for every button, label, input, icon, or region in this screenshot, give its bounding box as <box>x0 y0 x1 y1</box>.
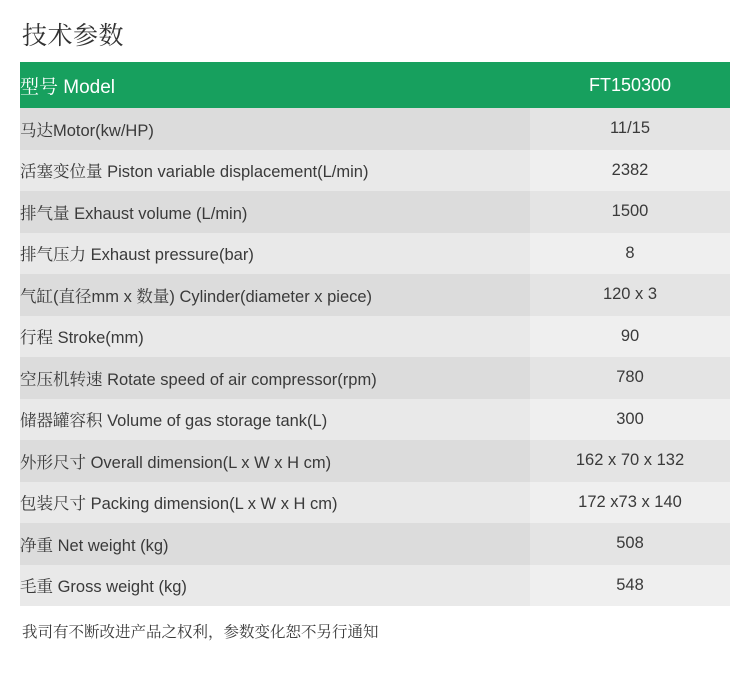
row-label: 外形尺寸 Overall dimension(L x W x H cm) <box>20 440 530 482</box>
table-header-label: 型号 Model <box>20 62 530 108</box>
table-row <box>20 399 730 441</box>
row-value: 508 <box>530 523 730 565</box>
row-value: 548 <box>530 565 730 607</box>
row-label: 毛重 Gross weight (kg) <box>20 565 530 607</box>
row-label: 马达Motor(kw/HP) <box>20 108 530 150</box>
row-label: 排气量 Exhaust volume (L/min) <box>20 191 530 233</box>
row-label: 储器罐容积 Volume of gas storage tank(L) <box>20 399 530 441</box>
table-row <box>20 523 730 565</box>
row-value: 172 x73 x 140 <box>530 482 730 524</box>
table-row <box>20 316 730 358</box>
row-value: 2382 <box>530 150 730 192</box>
row-value: 300 <box>530 399 730 441</box>
row-value: 11/15 <box>530 108 730 150</box>
row-label: 净重 Net weight (kg) <box>20 523 530 565</box>
row-label: 活塞变位量 Piston variable displacement(L/min) <box>20 150 530 192</box>
row-value: 8 <box>530 233 730 275</box>
row-value: 780 <box>530 357 730 399</box>
table-row <box>20 233 730 275</box>
page-title: 技术参数 <box>22 22 125 50</box>
row-value: 162 x 70 x 132 <box>530 440 730 482</box>
table-row <box>20 565 730 607</box>
row-label: 包装尺寸 Packing dimension(L x W x H cm) <box>20 482 530 524</box>
table-row <box>20 357 730 399</box>
table-row <box>20 191 730 233</box>
footnote-text: 我司有不断改进产品之权利，参数变化恕不另行通知 <box>22 624 379 641</box>
row-value: 1500 <box>530 191 730 233</box>
table-row <box>20 108 730 150</box>
table-row <box>20 274 730 316</box>
row-label: 空压机转速 Rotate speed of air compressor(rpm) <box>20 357 530 399</box>
table-body <box>20 62 730 606</box>
table-row <box>20 150 730 192</box>
row-value: 90 <box>530 316 730 358</box>
row-label: 行程 Stroke(mm) <box>20 316 530 358</box>
table-row <box>20 482 730 524</box>
table-header-row <box>20 62 730 108</box>
technical-parameters-table <box>20 62 730 606</box>
row-label: 排气压力 Exhaust pressure(bar) <box>20 233 530 275</box>
row-value: 120 x 3 <box>530 274 730 316</box>
table-header-value: FT150300 <box>530 62 730 108</box>
row-label: 气缸(直径mm x 数量) Cylinder(diameter x piece) <box>20 274 530 316</box>
table-row <box>20 440 730 482</box>
